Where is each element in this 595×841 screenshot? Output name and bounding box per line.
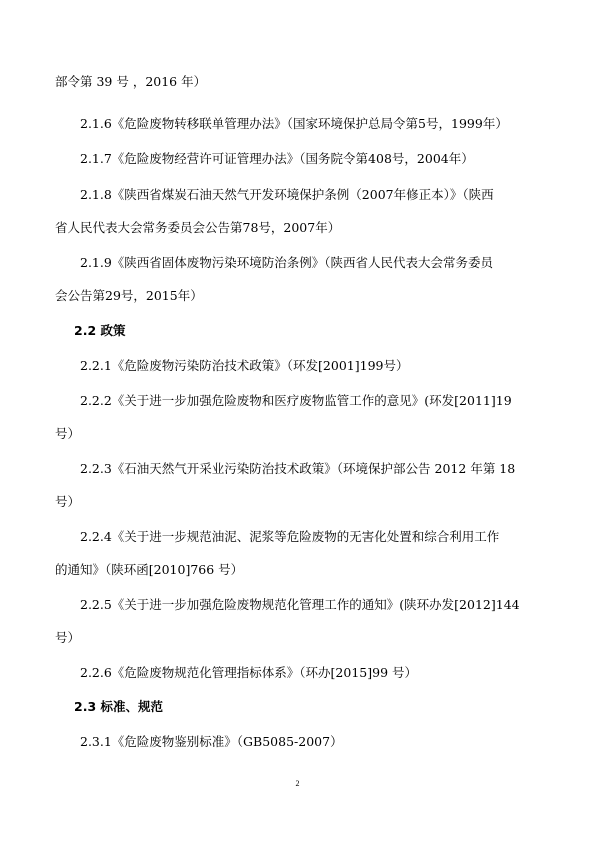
item-2-1-9-continuation: 会公告第29号，2015年） <box>55 288 203 303</box>
item-2-2-3-continuation: 号） <box>55 494 81 509</box>
page-number: 2 <box>295 779 300 788</box>
item-2-3-1: 2.3.1《危险废物鉴别标准》（GB5085-2007） <box>80 734 343 749</box>
item-2-2-5: 2.2.5《关于进一步加强危险废物规范化管理工作的通知》(陕环办发[2012]144 <box>80 597 520 612</box>
item-2-1-8-continuation: 省人民代表大会常务委员会公告第78号，2007年） <box>55 220 341 235</box>
item-2-2-3: 2.2.3《石油天然气开采业污染防治技术政策》（环境保护部公告 2012 年第 18 <box>80 461 516 476</box>
section-heading-2-2: 2.2 政策 <box>74 323 126 338</box>
item-2-1-7: 2.1.7《危险废物经营许可证管理办法》（国务院令第408号，2004年） <box>80 151 474 166</box>
text-line-continuation: 部令第 39 号 ，2016 年） <box>55 74 207 89</box>
item-2-2-4: 2.2.4《关于进一步规范油泥、泥浆等危险废物的无害化处置和综合利用工作 <box>80 529 500 544</box>
item-2-2-5-continuation: 号） <box>55 630 81 645</box>
item-2-1-9: 2.1.9《陕西省固体废物污染环境防治条例》（陕西省人民代表大会常务委员 <box>80 255 494 270</box>
item-2-2-1: 2.2.1《危险废物污染防治技术政策》（环发[2001]199号） <box>80 358 409 373</box>
item-2-2-6: 2.2.6《危险废物规范化管理指标体系》（环办[2015]99 号） <box>80 665 418 680</box>
section-heading-2-3: 2.3 标准、规范 <box>74 699 163 714</box>
item-2-2-2: 2.2.2《关于进一步加强危险废物和医疗废物监管工作的意见》(环发[2011]19 <box>80 393 512 408</box>
item-2-2-2-continuation: 号） <box>55 426 81 441</box>
item-2-1-8: 2.1.8《陕西省煤炭石油天然气开发环境保护条例（2007年修正本）》（陕西 <box>80 187 494 202</box>
item-2-1-6: 2.1.6《危险废物转移联单管理办法》（国家环境保护总局令第5号，1999年） <box>80 116 508 131</box>
item-2-2-4-continuation: 的通知》（陕环函[2010]766 号） <box>55 562 244 577</box>
